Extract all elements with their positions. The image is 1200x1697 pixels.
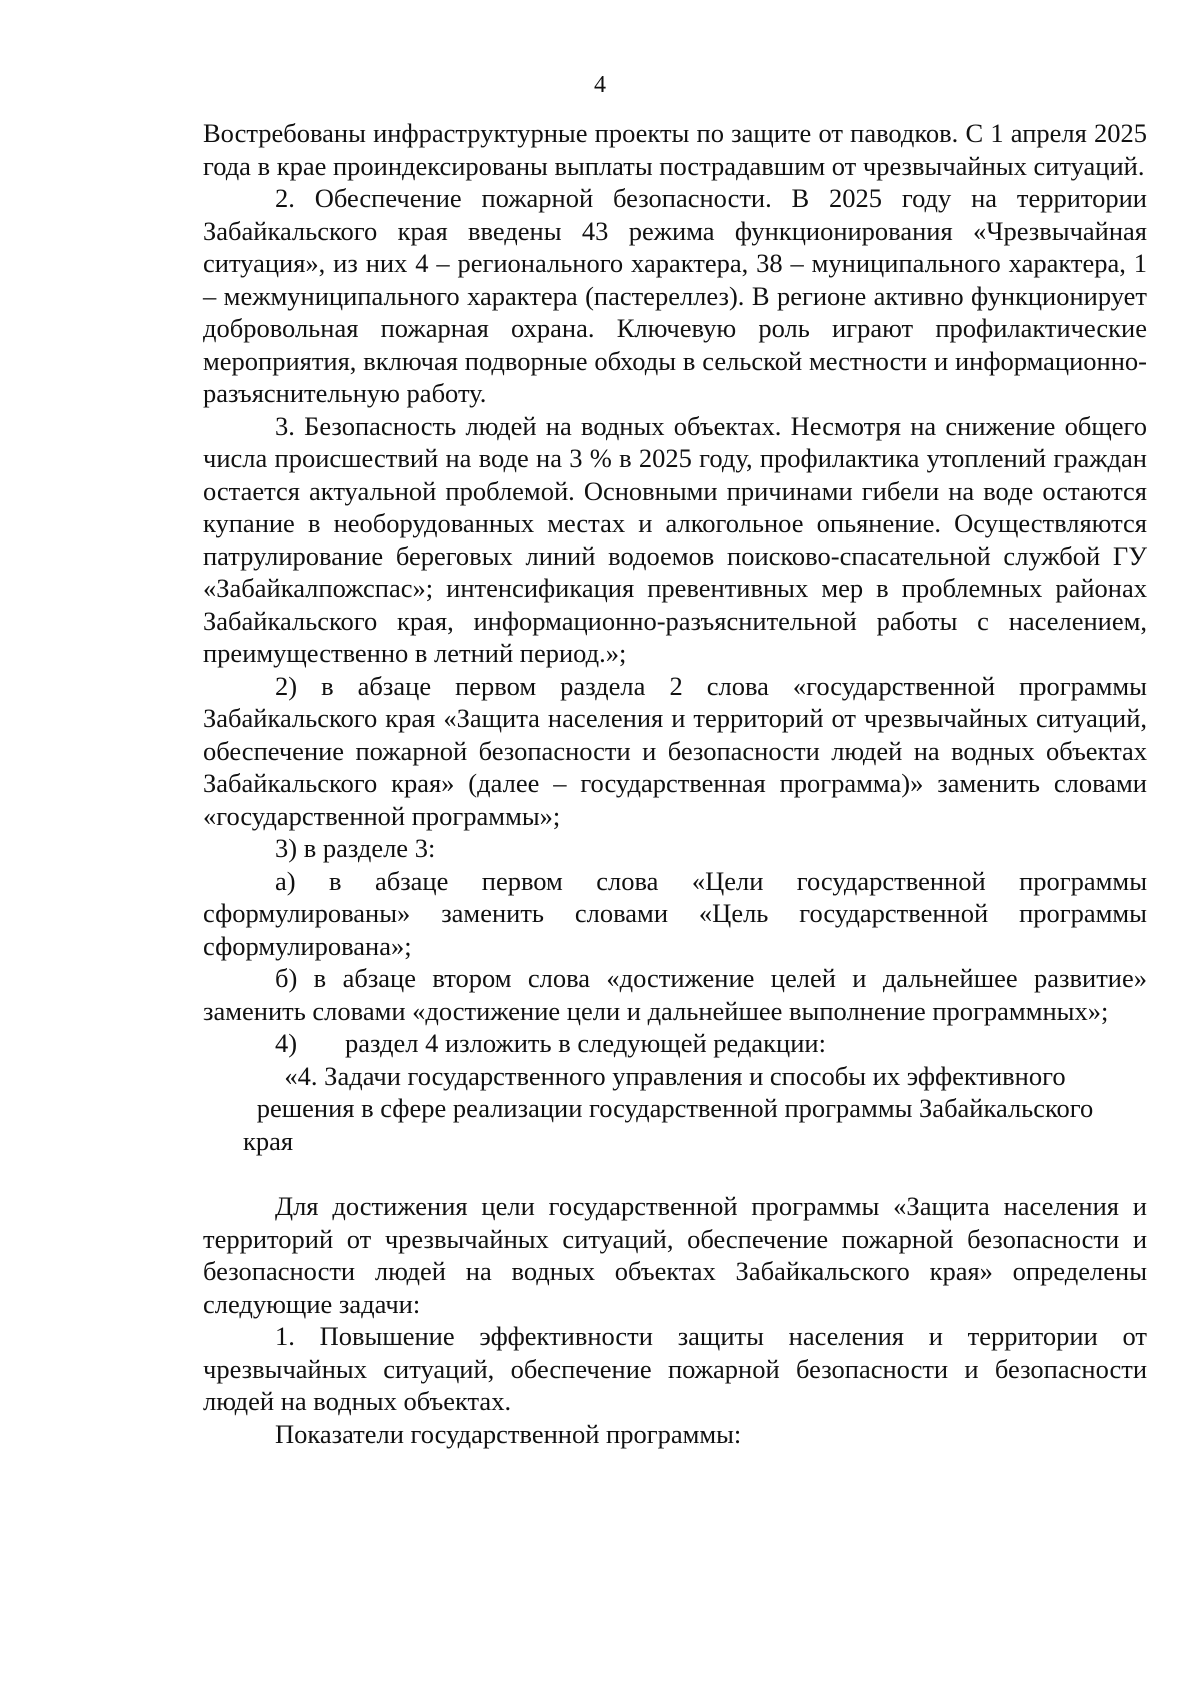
paragraph-floods: Востребованы инфраструктурные проекты по защите от паводков. С 1 апреля 2025 года в крае проиндексированы выплаты пострадавшим от чрезвычайных ситуаций. <box>203 118 1147 181</box>
paragraph-indicators: Показатели государственной программы: <box>275 1418 742 1449</box>
document-body <box>203 117 1147 1450</box>
item-text: раздел 4 изложить в следующей редакции: <box>345 1028 826 1058</box>
paragraph-water-safety: 3. Безопасность людей на водных объектах. Несмотря на снижение общего числа происшествий на воде на 3 % в 2025 году, профилактика утоплений граждан остается актуальной проблемой. Основными причинами гибели на воде остаются купание в необорудованных местах и алкогольное опьянение. Осуществляются патрулирование береговых линий водоемов поисково-спасательной службой ГУ «Забайкалпожспас»; интенсификация превентивных мер в проблемных районах Забайкальского края, информационно-разъяснительной работы с населением, преимущественно в летний период.»; <box>203 410 1147 668</box>
section-title: «4. Задачи государственного управления и способы их эффективного решения в сфере реализации государственной программы Забайкальского края <box>243 1060 1094 1156</box>
paragraph-task-1: 1. Повышение эффективности защиты населения и территории от чрезвычайных ситуаций, обеспечение пожарной безопасности и безопасности людей на водных объектах. <box>203 1321 1147 1416</box>
paragraph-amendment-3: 3) в разделе 3: <box>275 833 436 863</box>
paragraph-amendment-3a: а) в абзаце первом слова «Цели государственной программы сформулированы» заменить словами «Цель государственной программы сформулирована»; <box>203 865 1147 961</box>
paragraph-amendment-3b: б) в абзаце втором слова «достижение целей и дальнейшее развитие» заменить словами «достижение цели и дальнейшее выполнение программных»; <box>203 963 1147 1026</box>
paragraph-fire-safety: 2. Обеспечение пожарной безопасности. В 2025 году на территории Забайкальского края введены 43 режима функционирования «Чрезвычайная ситуация», из них 4 – регионального характера, 38 – муниципального характера, 1 – межмуниципального характера (пастереллез). В регионе активно функционирует добровольная пожарная охрана. Ключевую роль играют профилактические мероприятия, включая подворные обходы в сельской местности и информационно-разъяснительную работу. <box>203 183 1147 408</box>
paragraph-goals-intro: Для достижения цели государственной программы «Защита населения и территорий от чрезвычайных ситуаций, обеспечение пожарной безопасности и безопасности людей на водных объектах Забайкальского края» определены следующие задачи: <box>203 1191 1147 1319</box>
spacer <box>203 1157 1147 1190</box>
page-number: 4 <box>594 72 606 98</box>
paragraph-amendment-4 <box>203 1027 1147 1060</box>
paragraph-amendment-2: 2) в абзаце первом раздела 2 слова «государственной программы Забайкальского края «Защита населения и территорий от чрезвычайных ситуаций, обеспечение пожарной безопасности и безопасности людей на водных объектах Забайкальского края» (далее – государственная программа)» заменить словами «государственной программы»; <box>203 670 1147 831</box>
item-number: 4) <box>275 1028 298 1058</box>
